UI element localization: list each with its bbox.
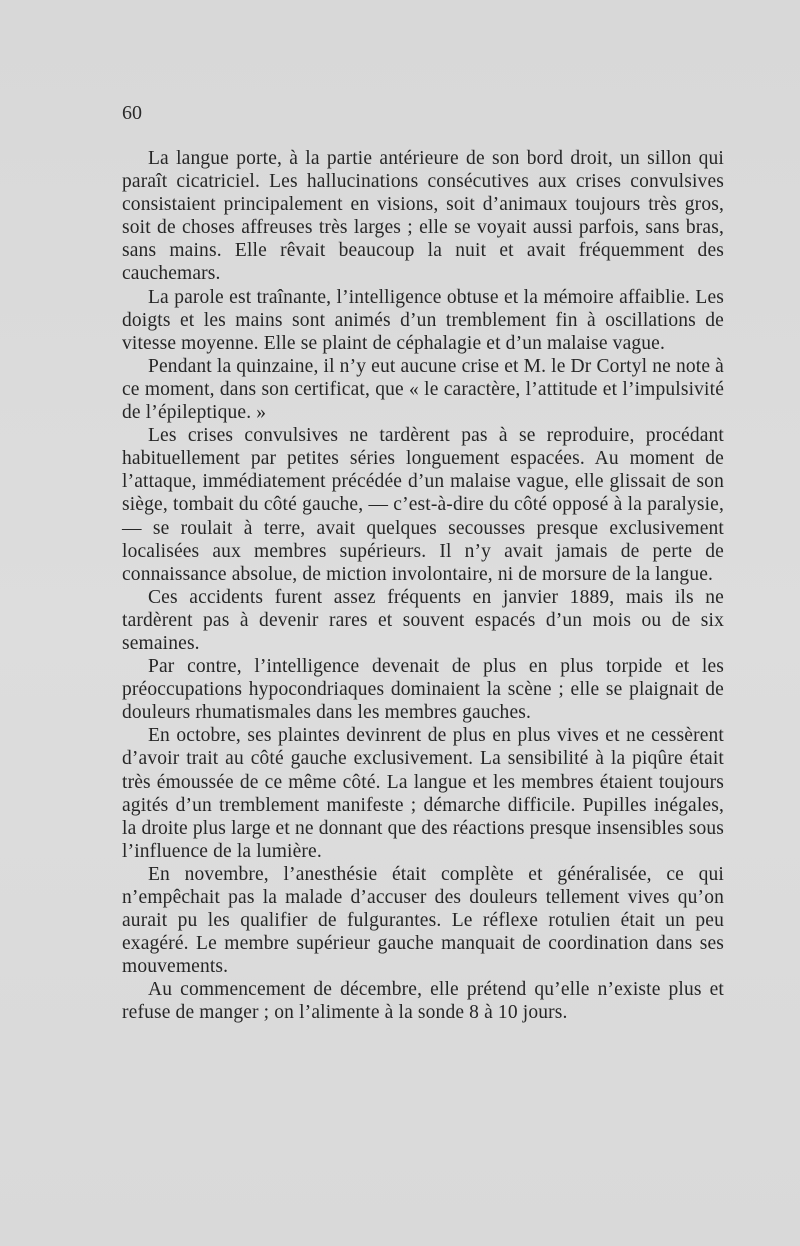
paragraph: En novembre, l’anesthésie était complète et généralisée, ce qui n’empêchait pas la malade d’accuser des douleurs tellement vives qu’on aurait pu les qualifier de fulgurantes. Le réflexe rotulien était un peu exagéré. Le membre supérieur gauche manquait de coordination dans ses mouvements. bbox=[122, 863, 724, 978]
page-number: 60 bbox=[122, 102, 142, 124]
paragraph: Pendant la quinzaine, il n’y eut aucune crise et M. le Dr Cortyl ne note à ce moment, dans son certificat, que « le caractère, l’attitude et l’impulsivité de l’épileptique. » bbox=[122, 355, 724, 424]
body-text bbox=[122, 147, 724, 1025]
paragraph: La parole est traînante, l’intelligence obtuse et la mémoire affaiblie. Les doigts et les mains sont animés d’un tremblement fin à oscillations de vitesse moyenne. Elle se plaint de céphalagie et d’un malaise vague. bbox=[122, 286, 724, 354]
paragraph: Ces accidents furent assez fréquents en janvier 1889, mais ils ne tardèrent pas à devenir rares et souvent espacés d’un mois ou de six semaines. bbox=[122, 586, 724, 654]
paragraph: Au commencement de décembre, elle prétend qu’elle n’existe plus et refuse de manger ; on l’alimente à la sonde 8 à 10 jours. bbox=[122, 979, 724, 1024]
paragraph: La langue porte, à la partie antérieure de son bord droit, un sillon qui paraît cicatriciel. Les hallucinations consécutives aux crises convulsives consistaient principalement en visions, soit d’animaux toujours très gros, soit de choses affreuses très larges ; elle se voyait aussi parfois, sans bras, sans mains. Elle rêvait beaucoup la nuit et avait fréquemment des cauchemars. bbox=[122, 148, 724, 285]
paragraph: Les crises convulsives ne tardèrent pas à se reproduire, procédant habituellement par petites séries longuement espacées. Au moment de l’attaque, immédiatement précédée d’un malaise vague, elle glissait de son siège, tombait du côté gauche, — c’est-à-dire du côté opposé à la paralysie, — se roulait à terre, avait quelques secousses presque exclusivement localisées aux membres supérieurs. Il n’y avait jamais de perte de connaissance absolue, de miction involontaire, ni de morsure de la langue. bbox=[122, 425, 724, 585]
paragraph: Par contre, l’intelligence devenait de plus en plus torpide et les préoccupations hypocondriaques dominaient la scène ; elle se plaignait de douleurs rhumatismales dans les membres gauches. bbox=[122, 656, 724, 724]
paragraph: En octobre, ses plaintes devinrent de plus en plus vives et ne cessèrent d’avoir trait au côté gauche exclusivement. La sensibilité à la piqûre était très émoussée de ce même côté. La langue et les membres étaient toujours agités d’un tremblement manifeste ; démarche difficile. Pupilles inégales, la droite plus large et ne donnant que des réactions presque insensibles sous l’influence de la lumière. bbox=[122, 725, 724, 862]
